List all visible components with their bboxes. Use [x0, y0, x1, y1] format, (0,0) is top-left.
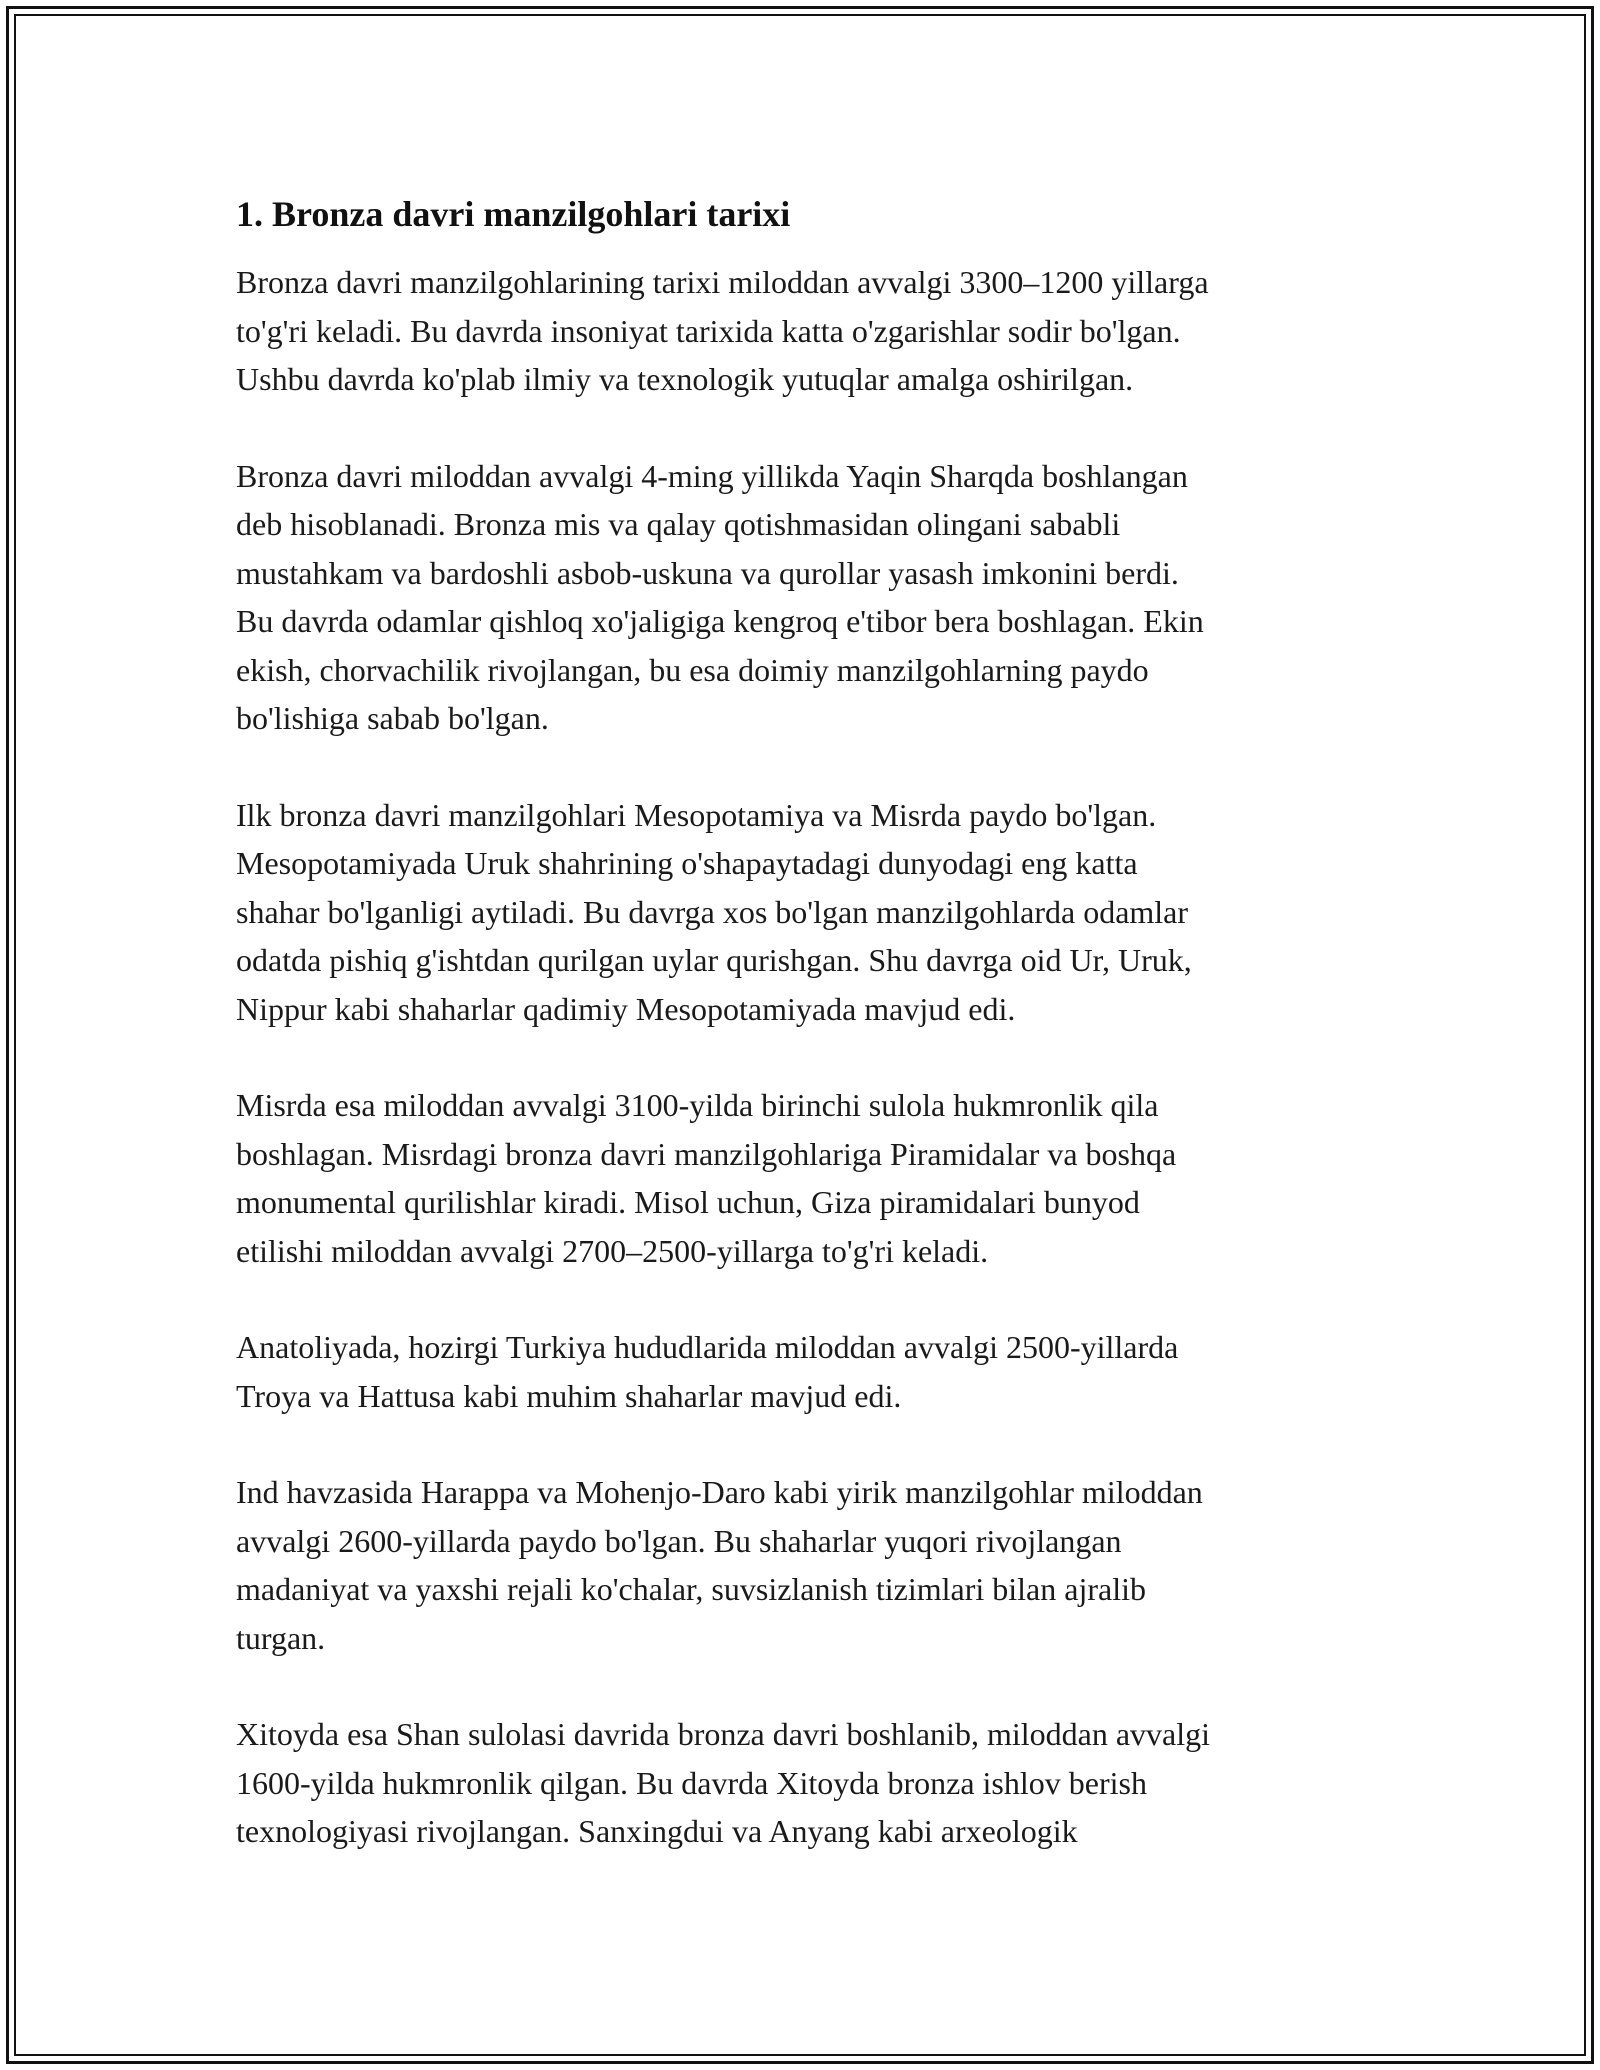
paragraph-6: Ind havzasida Harappa va Mohenjo-Daro kabi yirik manzilgohlar miloddan avvalgi 2600-yillarda paydo bo'lgan. Bu shaharlar yuqori rivojlangan madaniyat va yaxshi rejali ko'chalar, suvsizlanish tizimlari bilan ajralib turgan.: [236, 1474, 1203, 1656]
document-body: [236, 188, 1366, 1904]
paragraph-7: Xitoyda esa Shan sulolasi davrida bronza davri boshlanib, miloddan avvalgi 1600-yilda hukmronlik qilgan. Bu davrda Xitoyda bronza ishlov berish texnologiyasi rivojlangan. Sanxingdui va Anyang kabi arxeologik: [236, 1716, 1210, 1849]
paragraph-4: Misrda esa miloddan avvalgi 3100-yilda birinchi sulola hukmronlik qila boshlagan. Misrdagi bronza davri manzilgohlariga Piramidalar va boshqa monumental qurilishlar kiradi. Misol uchun, Giza piramidalari bunyod etilishi miloddan avvalgi 2700–2500-yillarga to'g'ri keladi.: [236, 1087, 1177, 1269]
paragraph-5: Anatoliyada, hozirgi Turkiya hududlarida miloddan avvalgi 2500-yillarda Troya va Hattusa kabi muhim shaharlar mavjud edi.: [236, 1329, 1179, 1414]
paragraph-2: Bronza davri miloddan avvalgi 4-ming yillikda Yaqin Sharqda boshlangan deb hisoblanadi. Bronza mis va qalay qotishmasidan olingani sababli mustahkam va bardoshli asbob-uskuna va qurollar yasash imkonini berdi. Bu davrda odamlar qishloq xo'jaligiga kengroq e'tibor bera boshlagan. Ekin ekish, chorvachilik rivojlangan, bu esa doimiy manzilgohlarning paydo bo'lishiga sabab bo'lgan.: [236, 457, 1204, 736]
section-heading: 1. Bronza davri manzilgohlari tarixi: [236, 194, 791, 234]
paragraph-3: Ilk bronza davri manzilgohlari Mesopotamiya va Misrda paydo bo'lgan. Mesopotamiyada Uruk shahrining o'shapaytadagi dunyodagi eng katta shahar bo'lganligi aytiladi. Bu davrga xos bo'lgan manzilgohlarda odamlar odatda pishiq g'ishtdan qurilgan uylar qurishgan. Shu davrga oid Ur, Uruk, Nippur kabi shaharlar qadimiy Mesopotamiyada mavjud edi.: [236, 796, 1192, 1027]
paragraph-1: Bronza davri manzilgohlarining tarixi miloddan avvalgi 3300–1200 yillarga to'g'ri keladi. Bu davrda insoniyat tarixida katta o'zgarishlar sodir bo'lgan. Ushbu davrda ko'plab ilmiy va texnologik yutuqlar amalga oshirilgan.: [236, 264, 1209, 397]
